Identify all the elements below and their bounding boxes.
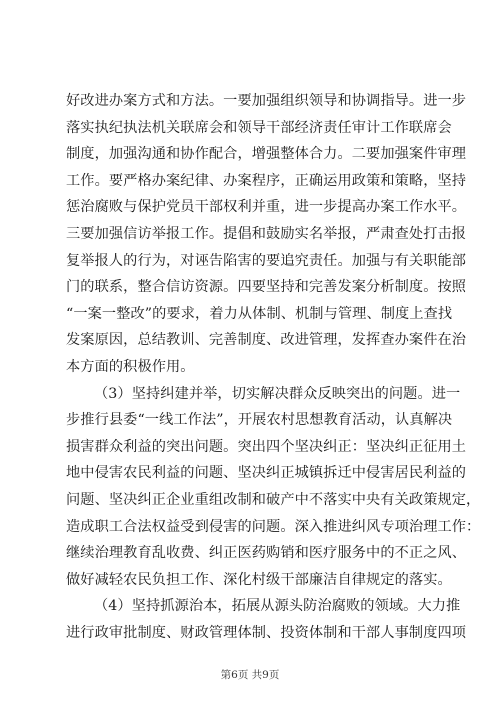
paragraph-line: 好改进办案方式和方法。一要加强组织领导和协调指导。进一步 bbox=[66, 93, 467, 109]
paragraph-line: 问题、坚决纠正企业重组改制和破产中不落实中央有关政策规定， bbox=[66, 491, 481, 508]
paragraph-line: 工作。要严格办案纪律、办案程序，正确运用政策和策略，坚持 bbox=[66, 172, 467, 189]
paragraph-line: 进行政审批制度、财政管理体制、投资体制和干部人事制度四项 bbox=[66, 624, 467, 641]
paragraph-line: 落实执纪执法机关联席会和领导干部经济责任审计工作联席会 bbox=[66, 119, 452, 136]
paragraph-line: 步推行县委“一线工作法”，开展农村思想教育活动，认真解决 bbox=[66, 412, 453, 429]
page-number-footer: 第6页 共9页 bbox=[220, 669, 280, 681]
paragraph-line: 门的联系，整合信访资源。四要坚持和完善发案分析制度。按照 bbox=[66, 279, 467, 296]
paragraph-line: 复举报人的行为，对诬告陷害的要追究责任。加强与有关职能部 bbox=[66, 252, 467, 269]
document-body bbox=[66, 88, 481, 646]
paragraph-line: 发案原因，总结教训、完善制度、改进管理，发挥查办案件在治 bbox=[66, 332, 467, 349]
section-4-heading-line: （4）坚持抓源治本，拓展从源头防治腐败的领域。大力推 bbox=[94, 598, 461, 615]
paragraph-line: 制度，加强沟通和协作配合，增强整体合力。二要加强案件审理 bbox=[66, 146, 467, 163]
paragraph-line: “一案一整改”的要求，着力从体制、机制与管理、制度上查找 bbox=[66, 305, 453, 322]
paragraph-line: 本方面的积极作用。 bbox=[66, 358, 195, 375]
paragraph-line: 损害群众利益的突出问题。突出四个坚决纠正：坚决纠正征用土 bbox=[66, 438, 467, 455]
paragraph-line: 惩治腐败与保护党员干部权利并重，进一步提高办案工作水平。 bbox=[66, 199, 467, 216]
section-3-heading-line: （3）坚持纠建并举，切实解决群众反映突出的问题。进一 bbox=[94, 385, 461, 402]
paragraph-line: 造成职工合法权益受到侵害的问题。深入推进纠风专项治理工作： bbox=[66, 518, 481, 535]
paragraph-line: 地中侵害农民利益的问题、坚决纠正城镇拆迁中侵害居民利益的 bbox=[66, 465, 467, 482]
paragraph-line: 三要加强信访举报工作。提倡和鼓励实名举报，严肃查处打击报 bbox=[66, 225, 467, 242]
paragraph-line: 继续治理教育乱收费、纠正医药购销和医疗服务中的不正之风、 bbox=[66, 545, 467, 562]
paragraph-line: 做好减轻农民负担工作、深化村级干部廉洁自律规定的落实。 bbox=[66, 571, 452, 588]
